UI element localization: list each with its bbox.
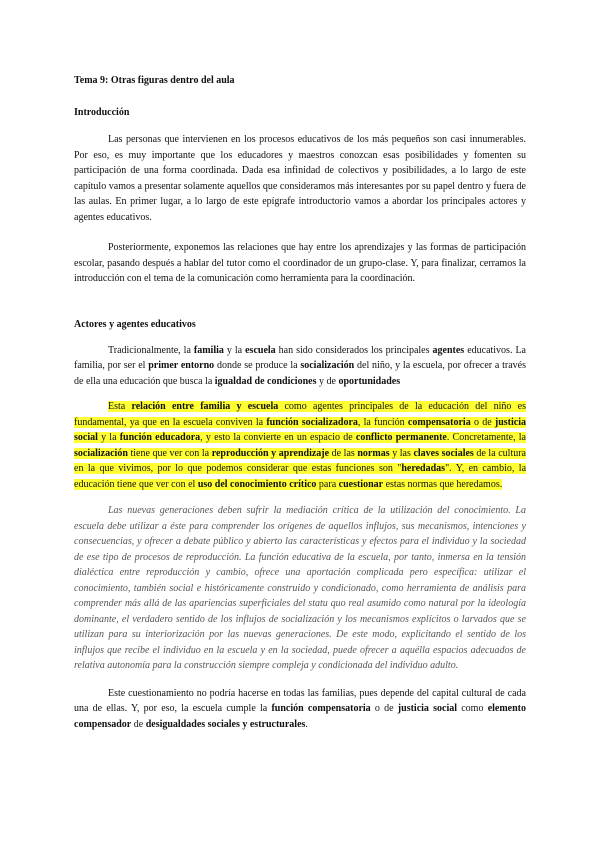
- paragraph-compensatory: Este cuestionamiento no podría hacerse en todas las familias, pues depende del capital cultural de cada una de ellas. Y, por eso, la escuela cumple la función compensatoria o de justicia social como elemento compensador de desigualdades sociales y estructurales.: [74, 687, 527, 730]
- intro-paragraph-1: Las personas que intervienen en los procesos educativos de los más pequeños son casi innumerables. Por eso, es muy importante que los educadores y maestros conozcan esas posibilidades y fomenten su participación de una forma coordinada. Dada esa infinidad de colectivos y posibilidades, a lo largo de este capítulo vamos a presentar solamente aquellos que consideramos más interesantes por su papel dentro y fuera de las aulas. En primer lugar, a lo largo de este epígrafe introductorio vamos a abordar los principales actores y agentes educativos.: [74, 134, 526, 223]
- section-heading: Actores y agentes educativos: [74, 318, 196, 330]
- intro-paragraph-2: Posteriormente, exponemos las relaciones que hay entre los aprendizajes y las formas de participación escolar, pasando después a hablar del tutor como el coordinador de un grupo-clase. Y, para finalizar, cerramos la introducción con el tema de la comunicación como herramienta para la coordinación.: [74, 242, 526, 284]
- quote-paragraph: Las nuevas generaciones deben sufrir la mediación crítica de la utilización del conocimiento. La escuela debe utilizar a éste para comprender los orígenes de aquellos influjos, sus mecanismos, intenciones y consecuencias, y ofrecer a debate público y abierto las características y efectos para el individuo y la sociedad de ese tipo de procesos de reproducción. La función educativa de la escuela, por tanto, inmersa en la tensión dialéctica entre reproducción y cambio, ofrece una aportación complicada pero específica: utilizar el conocimiento, también social e históricamente construido y condicionado, como herramienta de análisis para comprender más allá de las apariencias superficiales del statu quo real asumido como natural por la ideología dominante, el verdadero sentido de los influjos de socialización y los mecanismos explícitos o larvados que se utilizan para su interiorización por las nuevas generaciones. De este modo, explicitando el sentido de los influjos que recibe el individuo en la escuela y en la sociedad, puede ofrecer a aquélla espacios adecuados de relativa autonomía para la construcción siempre compleja y condicionada del individuo adulto.: [74, 505, 526, 671]
- document-title: Tema 9: Otras figuras dentro del aula: [74, 75, 235, 86]
- highlighted-paragraph: Esta relación entre familia y escuela como agentes principales de la educación del niño es fundamental, ya que en la escuela conviven la función socializadora, la función compensatoria o de justicia social y la función educadora, y esto la convierte en un espacio de conflicto permanente. Concretamente, la socialización tiene que ver con la reproducción y aprendizaje de las normas y las claves sociales de la cultura en la que vivimos, por lo que podemos considerar que estas funciones son "heredadas". Y, en cambio, la educación tiene que ver con el uso del conocimiento crítico para cuestionar estas normas que heredamos.: [74, 401, 527, 490]
- intro-heading: Introducción: [74, 107, 130, 118]
- paragraph-agents: Tradicionalmente, la familia y la escuela han sido considerados los principales agentes educativos. La familia, por ser el primer entorno donde se produce la socialización del niño, y la escuela, por ofrecer a través de ella una educación que busca la igualdad de condiciones y de oportunidades: [74, 344, 526, 387]
